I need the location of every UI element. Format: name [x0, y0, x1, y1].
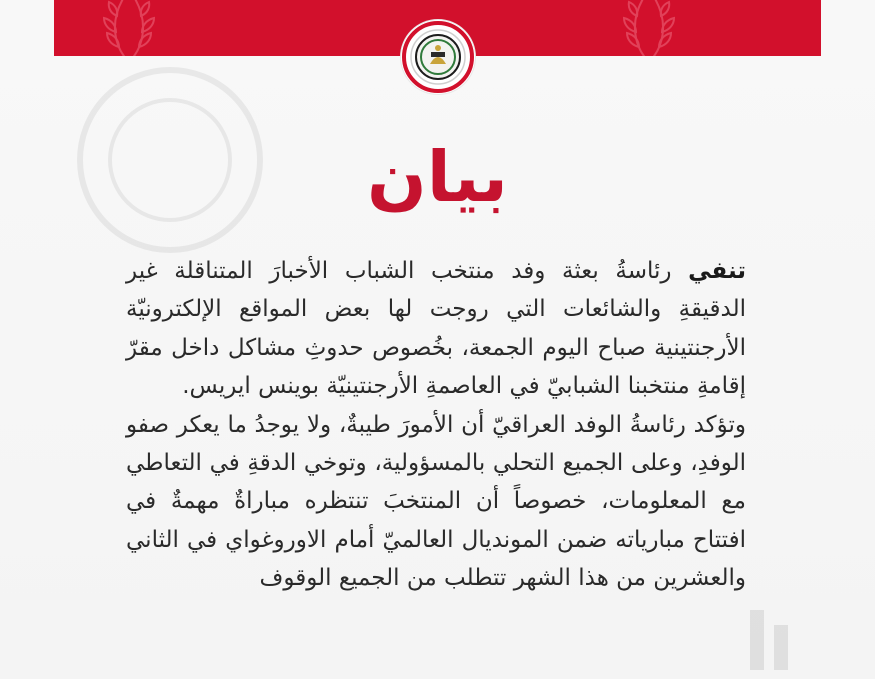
- federation-emblem-icon: [401, 20, 475, 94]
- statement-paragraph-2: وتؤكد رئاسةُ الوفد العراقيّ أن الأمورَ طيبةٌ، ولا يوجدُ ما يعكر صفو الوفدِ، وعلى الجميع التحلي بالمسؤولية، وتوخي الدقةِ في التعاطي مع المعلومات، خصوصاً أن المنتخبَ تنتظره مباراةٌ مهمةٌ في افتتاح مبارياته ضمن المونديال العالميّ أمام الاوروغواي في الثاني والعشرين من هذا الشهر تتطلب من الجميع الوقوف: [126, 411, 746, 592]
- laurel-icon: [614, 0, 684, 56]
- lead-word: تنفي: [688, 258, 746, 284]
- statement-body: [126, 252, 746, 598]
- laurel-icon: [94, 0, 164, 56]
- faded-watermark-icon: [740, 600, 810, 679]
- page-title: بيان: [367, 136, 508, 218]
- statement-paragraph-1: [126, 252, 746, 406]
- paragraph-1-text: رئاسةُ بعثة وفد منتخب الشباب الأخبارَ المتناقلة غير الدقيقةِ والشائعات التي روجت لها بعض المواقع الإلكترونيّة الأرجنتينية صباح اليوم الجمعة، بخُصوص حدوثِ مشاكل داخل مقرّ إقامةِ منتخبنا الشبابيّ في العاصمةِ الأرجنتينيّة بوينس ايريس.: [126, 258, 746, 400]
